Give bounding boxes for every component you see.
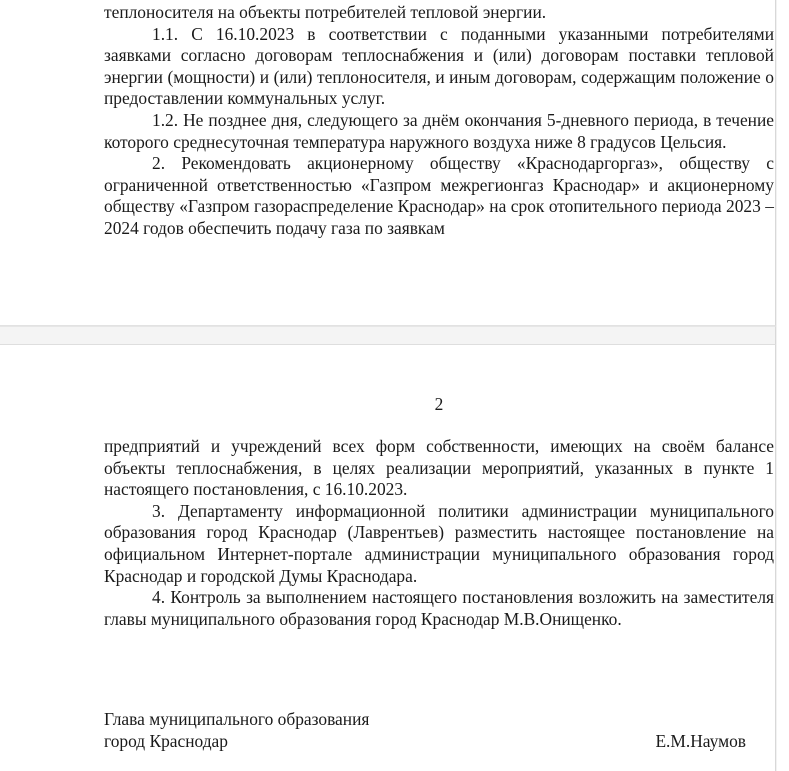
- signatory-title-line-1: Глава муниципального образования: [104, 709, 370, 729]
- page-1-body: [104, 2, 774, 240]
- document-page-2: [0, 345, 776, 771]
- signature-row: [104, 731, 774, 753]
- page-2-body: [104, 436, 774, 630]
- paragraph-clause-1-1: 1.1. С 16.10.2023 в соответствии с поданными указанными потребителями заявками согласно договорам теплоснабжения и (или) договорам поставки тепловой энергии (мощности) и (или) теплоносителя, и иным договорам, содержащим положение о предоставлении коммунальных услуг.: [104, 23, 774, 109]
- signatory-title-line-2: город Краснодар: [104, 730, 228, 751]
- paragraph-clause-4: 4. Контроль за выполнением настоящего постановления возложить на заместителя главы муниципального образования город Краснодар М.В.Онищенко.: [104, 587, 774, 629]
- paragraph-clause-1-2: 1.2. Не позднее дня, следующего за днём окончания 5-дневного периода, в течение которого среднесуточная температура наружного воздуха ниже 8 градусов Цельсия.: [104, 109, 774, 152]
- page-separator: [0, 326, 776, 345]
- signatory-name: Е.М.Наумов: [655, 730, 746, 751]
- paragraph-clause-3: 3. Департаменту информационной политики администрации муниципального образования город Краснодар (Лаврентьев) разместить настоящее постановление на официальном Интернет-портале администрации муниципального образования город Краснодар и городской Думы Краснодара.: [104, 500, 774, 586]
- document-page-1: [0, 0, 776, 326]
- signature-block: [104, 709, 774, 752]
- paragraph-clause-2: 2. Рекомендовать акционерному обществу «Краснодаргоргаз», обществу с ограниченной ответственностью «Газпром межрегионгаз Краснодар» и акционерному обществу «Газпром газораспределение Краснодар» на срок отопительного периода 2023 – 2024 годов обеспечить подачу газа по заявкам: [104, 153, 774, 238]
- viewer-right-gutter: [777, 0, 789, 771]
- paragraph-clipped-line: теплоносителя на объекты потребителей тепловой энергии.: [104, 2, 547, 22]
- paragraph-clause-2-continued: предприятий и учреждений всех форм собственности, имеющих на своём балансе объекты теплоснабжения, в целях реализации мероприятий, указанных в пункте 1 настоящего постановления, с 16.10.2023.: [104, 436, 774, 500]
- page-number: 2: [434, 394, 444, 414]
